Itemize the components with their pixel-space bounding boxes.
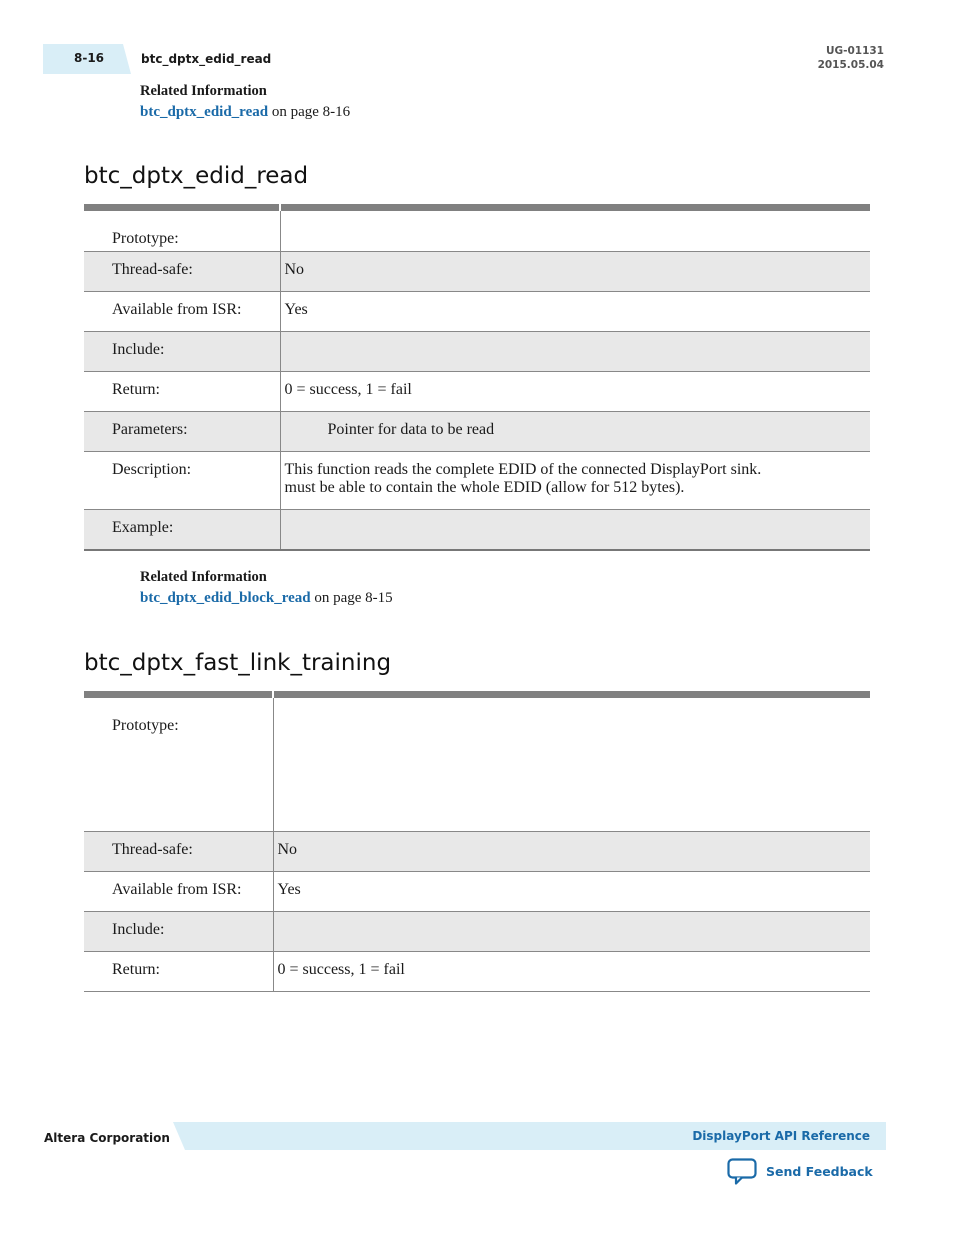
row-key: Available from ISR: — [84, 291, 280, 331]
table-row-prototype — [84, 698, 870, 831]
row-key: Include: — [84, 331, 280, 371]
table-row-return — [84, 951, 870, 991]
related-information-line — [140, 590, 393, 607]
page-number: 8-16 — [74, 51, 105, 65]
row-key: Available from ISR: — [84, 871, 273, 911]
table-row-thread-safe — [84, 251, 870, 291]
related-information-label: Related Information — [140, 569, 267, 585]
row-key: Return: — [84, 951, 273, 991]
row-key: Prototype: — [84, 211, 280, 251]
document-number: UG-01131 — [825, 45, 884, 57]
related-information-top — [140, 83, 350, 121]
description-line-1: This function reads the complete EDID of the connected DisplayPort sink. — [284, 460, 762, 478]
row-value: 0 = success, 1 = fail — [273, 951, 870, 991]
table-row-thread-safe — [84, 831, 870, 871]
row-value — [273, 698, 870, 831]
table-row-available-from-isr — [84, 291, 870, 331]
row-value-description — [280, 451, 870, 509]
row-key: Description: — [84, 451, 280, 509]
row-value — [280, 211, 870, 251]
related-link-edid-read[interactable]: btc_dptx_edid_read — [140, 104, 269, 120]
footer-company: Altera Corporation — [44, 1131, 170, 1145]
row-key: Parameters: — [84, 411, 280, 451]
footer-document-title: DisplayPort API Reference — [692, 1129, 870, 1143]
table-row-parameters — [84, 411, 870, 451]
related-link-suffix: on page 8-16 — [268, 104, 351, 120]
row-value: Pointer for data to be read — [280, 411, 870, 451]
table-row-return — [84, 371, 870, 411]
table-header-bar — [84, 691, 870, 698]
row-value: Yes — [273, 871, 870, 911]
related-link-suffix: on page 8-15 — [310, 590, 393, 606]
table-header-bar — [84, 204, 870, 211]
section-heading-fast-link-training: btc_dptx_fast_link_training — [84, 650, 392, 676]
related-link-edid-block-read[interactable]: btc_dptx_edid_block_read — [140, 590, 311, 606]
row-value: No — [280, 251, 870, 291]
document-id — [818, 44, 884, 72]
api-table-fast-link-training — [84, 691, 870, 992]
row-key: Return: — [84, 371, 280, 411]
related-information-mid — [140, 569, 393, 607]
table-row-include — [84, 331, 870, 371]
related-information-label: Related Information — [140, 83, 267, 99]
row-value — [280, 331, 870, 371]
document-date: 2015.05.04 — [817, 59, 884, 71]
section-heading-edid-read: btc_dptx_edid_read — [84, 163, 309, 189]
row-key: Include: — [84, 911, 273, 951]
send-feedback-link[interactable] — [727, 1158, 873, 1185]
row-value: No — [273, 831, 870, 871]
api-table-edid-read — [84, 204, 870, 551]
row-key: Thread-safe: — [84, 251, 280, 291]
table-row-available-from-isr — [84, 871, 870, 911]
send-feedback-label: Send Feedback — [766, 1164, 873, 1179]
table-row-prototype — [84, 211, 870, 251]
row-key: Prototype: — [84, 698, 273, 831]
row-key: Thread-safe: — [84, 831, 273, 871]
description-line-2: must be able to contain the whole EDID (allow for 512 bytes). — [284, 478, 685, 496]
running-header-title: btc_dptx_edid_read — [141, 52, 272, 66]
row-value: 0 = success, 1 = fail — [280, 371, 870, 411]
row-value — [280, 509, 870, 550]
row-value: Yes — [280, 291, 870, 331]
table-row-description — [84, 451, 870, 509]
row-value — [273, 911, 870, 951]
table-row-include — [84, 911, 870, 951]
related-information-line — [140, 104, 350, 121]
speech-bubble-icon — [727, 1158, 757, 1185]
table-row-example — [84, 509, 870, 550]
row-key: Example: — [84, 509, 280, 550]
